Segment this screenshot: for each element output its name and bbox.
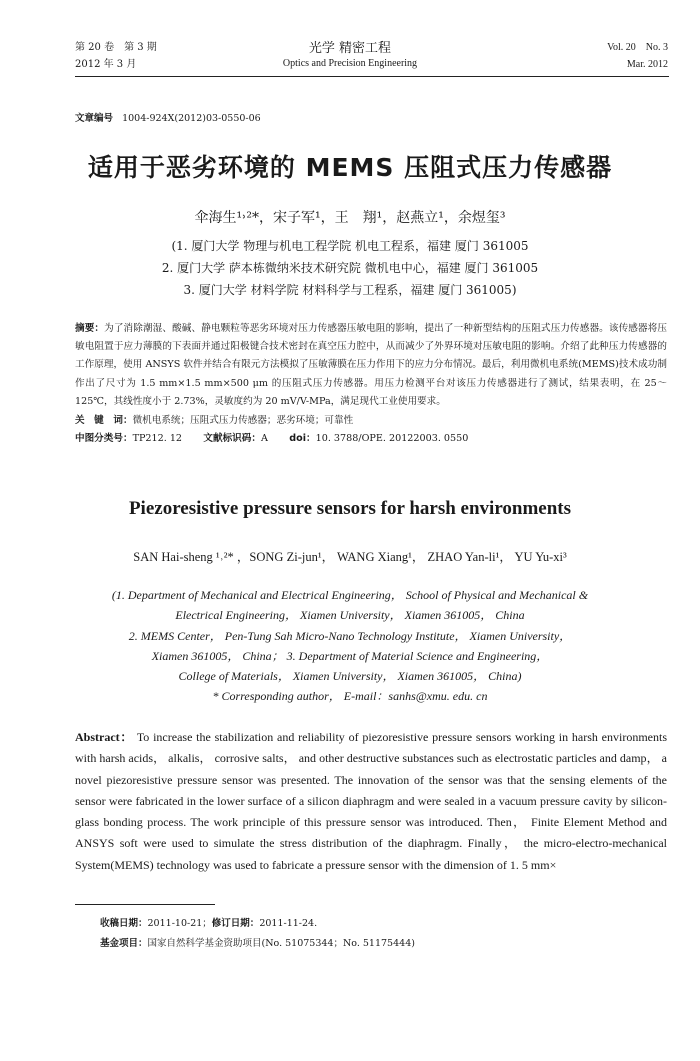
article-number-value: 1004-924X(2012)03-0550-06	[122, 113, 261, 124]
journal-title-cn: 光学 精密工程	[308, 41, 392, 56]
article-number	[75, 110, 261, 124]
abstract-cn	[75, 320, 667, 411]
footnote-dates	[100, 914, 317, 933]
abstract-cn-text: 为了消除潮湿、酸碱、静电颗粒等恶劣环境对压力传感器压敏电阻的影响，提出了一种新型结构的压阻式压力传感器。该传感器将压敏电阻置于应力薄膜的下表面并通过阳极键合技术密封在真空压力腔中，从而减少了外界环境对压敏电阻的影响。介绍了此种压力传感器的工作原理，使用 ANSYS 软件并结合有限元方法模拟了压敏薄膜在压力作用下的应力分布情况。最后，利用微机电系统(MEMS)技术成功制作出了尺寸为 1.5 mm×1.5 mm×500 μm 的压阻式压力传感器。用压力检测平台对该压力传感器进行了测试，结果表明，在 25～125℃，其线性度小于 2.73%，灵敏度约为 20 mV/V-MPa，满足现代工业使用要求。	[75, 323, 668, 407]
volume-issue-cn: 第 20 卷 第 3 期	[75, 42, 157, 53]
affiliation-cn-3: 3. 厦门大学 材料学院 材料科学与工程系，福建 厦门 361005)	[183, 283, 517, 297]
date-en: Mar. 2012	[626, 59, 668, 70]
footnote-rule	[75, 904, 215, 905]
classification-line	[75, 430, 667, 448]
received-label: 收稿日期：	[100, 918, 148, 929]
clc-value: TP212. 12	[132, 433, 183, 444]
fund-label: 基金项目：	[100, 938, 148, 949]
volume-issue-en: Vol. 20 No. 3	[607, 42, 668, 53]
affiliation-en-3: 2. MEMS Center， Pen-Tung Sah Micro-Nano Technology Institute， Xiamen University，	[128, 629, 572, 643]
doc-code-value: A	[260, 433, 268, 444]
corresponding-author: * Corresponding author， E-mail：sanhs@xmu. edu. cn	[212, 689, 488, 703]
abstract-en-text: To increase the stabilization and reliability of piezoresistive pressure sensors working in harsh environments with harsh acids， alkalis， corrosive salts， and other destructive substances such as electrostatic particles and damp， a novel piezoresistive pressure sensor was presented. The innovation of the sensor was that the sensing elements of the sensor were fabricated in the lower surface of a silicon diaphragm and were sealed in a vacuum pressure cavity by silicon-glass bonding process. The work principle of this pressure sensor was introduced. Then， Finite Element Method and ANSYS soft were used to simulate the stress distribution of the diaphragm. Finally， the micro-electro-mechanical System(MEMS) technology was used to fabricate a pressure sensor with the dimension of 1. 5 mm×	[75, 730, 668, 872]
clc-label: 中图分类号：	[75, 433, 133, 444]
affiliation-cn-1: (1. 厦门大学 物理与机电工程学院 机电工程系，福建 厦门 361005	[171, 239, 529, 253]
keywords-cn	[75, 412, 667, 430]
doi-label: doi：	[289, 433, 316, 444]
abstract-cn-label: 摘要：	[75, 323, 105, 334]
fund-value: 国家自然科学基金资助项目(No. 51075344；No. 51175444)	[147, 938, 415, 949]
article-number-label: 文章编号	[75, 113, 114, 124]
affiliation-en-2: Electrical Engineering， Xiamen University， Xiamen 361005， China	[175, 608, 525, 622]
affiliation-en-4: Xiamen 361005， China； 3. Department of Material Science and Engineering，	[151, 649, 549, 663]
revised-label: 修订日期：	[211, 918, 260, 929]
date-cn: 2012 年 3 月	[75, 59, 137, 70]
affiliation-en-5: College of Materials， Xiamen University， Xiamen 361005， China)	[178, 669, 522, 683]
doc-code-label: 文献标识码：	[203, 433, 261, 444]
affiliation-cn-2: 2. 厦门大学 萨本栋微纳米技术研究院 微机电中心，福建 厦门 361005	[161, 261, 539, 275]
keywords-cn-text: 微机电系统；压阻式压力传感器；恶劣环境；可靠性	[132, 415, 354, 426]
title-cn: 适用于恶劣环境的 MEMS 压阻式压力传感器	[87, 153, 613, 182]
abstract-en	[75, 727, 667, 876]
revised-value: 2011-11-24.	[259, 918, 318, 929]
doi-value: 10. 3788/OPE. 20122003. 0550	[315, 433, 469, 444]
authors-cn: 伞海生¹˒²*，宋子军¹，王 翔¹，赵燕立¹，余煜玺³	[194, 210, 506, 226]
keywords-cn-label: 关 键 词：	[75, 415, 133, 426]
journal-title-en: Optics and Precision Engineering	[282, 58, 418, 69]
header-rule	[75, 76, 669, 77]
received-value: 2011-10-21；	[147, 918, 212, 929]
footnote-fund	[100, 934, 415, 953]
abstract-en-label: Abstract：	[75, 730, 134, 744]
title-en: Piezoresistive pressure sensors for harsh environments	[128, 498, 572, 519]
affiliation-en-1: (1. Department of Mechanical and Electrical Engineering， School of Physical and Mechanical &	[111, 588, 589, 602]
authors-en: SAN Hai-sheng ¹˒²* ，SONG Zi-jun¹， WANG Xiang¹， ZHAO Yan-li¹， YU Yu-xi³	[133, 550, 567, 564]
